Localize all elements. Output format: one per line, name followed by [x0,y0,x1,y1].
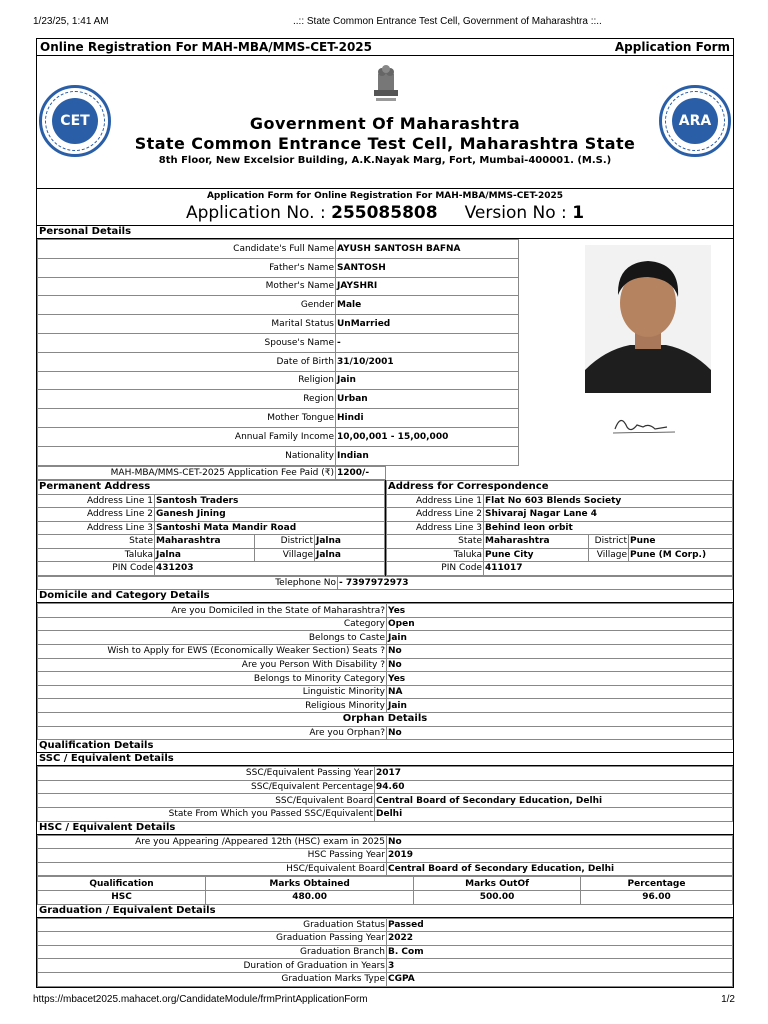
fee-row [37,466,733,481]
version-no: 1 [572,203,585,223]
application-number-line [37,203,733,226]
domicile-value: Yes [387,672,733,686]
application-form-label: Application Form [614,40,730,54]
correspondence-heading: Address for Correspondence [387,481,733,495]
graduation-heading: Graduation / Equivalent Details [37,905,733,918]
personal-row [38,296,519,315]
grad-value: B. Com [387,945,733,959]
telephone-row [37,576,733,591]
ssc-row [38,780,733,794]
personal-value: Indian [336,446,519,465]
corr-l1: Flat No 603 Blends Society [484,494,733,508]
page-number: 1/2 [721,994,735,1005]
corr-pin: 411017 [484,562,733,576]
ara-logo-text: ARA [672,98,718,144]
permanent-address [37,480,385,576]
personal-details-heading: Personal Details [37,226,733,239]
hsc-row [38,849,733,863]
domicile-row [38,631,733,645]
personal-value: Jain [336,371,519,390]
corr-l2: Shivaraj Nagar Lane 4 [484,508,733,522]
personal-value: AYUSH SANTOSH BAFNA [336,240,519,259]
personal-value: Male [336,296,519,315]
ssc-row [38,767,733,781]
page-title: ..:: State Common Entrance Test Cell, Government of Maharashtra ::.. [293,16,602,27]
hsc-label: HSC/Equivalent Board [38,862,387,876]
ssc-value: Central Board of Secondary Education, Delhi [375,794,733,808]
application-no-label: Application No. : [185,203,326,223]
marks-header: Qualification [38,877,206,891]
form-title: Application Form for Online Registration For MAH-MBA/MMS-CET-2025 [206,191,564,201]
personal-row [38,390,519,409]
orphan-value: No [387,726,733,740]
ssc-label: SSC/Equivalent Percentage [38,780,375,794]
personal-row [38,315,519,334]
hsc-row [38,862,733,876]
personal-label: Gender [38,296,336,315]
marks-cell: 480.00 [206,890,414,904]
ara-logo-icon [659,85,731,157]
personal-row [38,258,519,277]
hsc-label: Are you Appearing /Appeared 12th (HSC) exam in 2025 [38,835,387,849]
application-no: 255085808 [331,203,438,223]
hsc-marks-table [37,876,733,904]
personal-label: Annual Family Income [38,427,336,446]
application-form [36,38,734,988]
personal-row [38,371,519,390]
personal-value: SANTOSH [336,258,519,277]
corr-taluka-label: Taluka [387,548,484,562]
fee-value: 1200/- [336,466,386,480]
grad-value: Passed [387,918,733,932]
personal-value: UnMarried [336,315,519,334]
perm-taluka-label: Taluka [38,548,155,562]
hsc-table [37,835,733,877]
personal-row [38,240,519,259]
domicile-row [38,699,733,713]
personal-label: Region [38,390,336,409]
domicile-heading: Domicile and Category Details [37,590,733,603]
correspondence-address [385,480,733,576]
domicile-label: Religious Minority [38,699,387,713]
candidate-photo-box [557,239,733,445]
telephone-label: Telephone No [38,576,338,590]
domicile-row [38,658,733,672]
national-emblem-icon [368,60,404,108]
corr-village: Pune (M Corp.) [629,548,733,562]
page-url: https://mbacet2025.mahacet.org/CandidateModule/frmPrintApplicationForm [33,994,368,1005]
form-topbar [37,39,733,56]
ssc-label: SSC/Equivalent Passing Year [38,767,375,781]
marks-header: Marks Obtained [206,877,414,891]
corr-state-label: State [387,535,484,549]
domicile-value: No [387,658,733,672]
personal-value: - [336,333,519,352]
cell-heading: State Common Entrance Test Cell, Maharashtra State [134,134,636,153]
domicile-label: Are you Domiciled in the State of Maharashtra? [38,604,387,618]
personal-row [38,352,519,371]
ssc-value: 94.60 [375,780,733,794]
personal-value: Urban [336,390,519,409]
personal-label: Mother's Name [38,277,336,296]
personal-row [38,277,519,296]
personal-label: Marital Status [38,315,336,334]
print-datetime: 1/23/25, 1:41 AM [33,16,109,27]
perm-village: Jalna [315,548,385,562]
domicile-value: Yes [387,604,733,618]
hsc-heading: HSC / Equivalent Details [37,822,733,835]
personal-label: Spouse's Name [38,333,336,352]
corr-district: Pune [629,535,733,549]
government-heading: Government Of Maharashtra [249,114,521,133]
perm-district: Jalna [315,535,385,549]
marks-header: Percentage [581,877,733,891]
corr-pin-label: PIN Code [387,562,484,576]
cet-logo-text: CET [52,98,98,144]
domicile-label: Category [38,617,387,631]
hsc-row [38,835,733,849]
corr-l1-label: Address Line 1 [387,494,484,508]
grad-row [38,959,733,973]
address-section [37,480,733,576]
domicile-row [38,685,733,699]
domicile-row [38,604,733,618]
personal-value: Hindi [336,409,519,428]
personal-value: 31/10/2001 [336,352,519,371]
grad-value: 2022 [387,932,733,946]
ssc-row [38,807,733,821]
personal-row [38,446,519,465]
perm-l1-label: Address Line 1 [38,494,155,508]
personal-label: Date of Birth [38,352,336,371]
perm-pin: 431203 [155,562,385,576]
personal-label: Candidate's Full Name [38,240,336,259]
version-label: Version No : [464,203,567,223]
corr-l3-label: Address Line 3 [387,521,484,535]
hsc-value: Central Board of Secondary Education, Delhi [387,862,733,876]
domicile-value: No [387,645,733,659]
grad-label: Graduation Branch [38,945,387,959]
corr-state: Maharashtra [484,535,589,549]
corr-district-label: District [589,535,629,549]
corr-village-label: Village [589,548,629,562]
perm-l2-label: Address Line 2 [38,508,155,522]
graduation-table [37,918,733,987]
telephone-value: - 7397972973 [338,576,733,590]
masthead [37,56,733,189]
domicile-value: NA [387,685,733,699]
marks-cell: 500.00 [414,890,581,904]
ssc-label: State From Which you Passed SSC/Equivalent [38,807,375,821]
personal-value: 10,00,001 - 15,00,000 [336,427,519,446]
perm-state-label: State [38,535,155,549]
personal-row [38,427,519,446]
domicile-label: Are you Person With Disability ? [38,658,387,672]
hsc-label: HSC Passing Year [38,849,387,863]
grad-label: Graduation Marks Type [38,972,387,986]
qualification-heading: Qualification Details [37,740,733,753]
orphan-heading: Orphan Details [38,713,733,727]
perm-l3-label: Address Line 3 [38,521,155,535]
personal-label: Religion [38,371,336,390]
perm-pin-label: PIN Code [38,562,155,576]
domicile-table [37,603,733,740]
domicile-value: Jain [387,631,733,645]
domicile-row [38,617,733,631]
domicile-label: Belongs to Minority Category [38,672,387,686]
ssc-value: Delhi [375,807,733,821]
corr-taluka: Pune City [484,548,589,562]
grad-value: 3 [387,959,733,973]
personal-details [37,239,733,466]
perm-taluka: Jalna [155,548,255,562]
grad-row [38,918,733,932]
personal-label: Mother Tongue [38,409,336,428]
candidate-signature [585,399,711,443]
domicile-value: Jain [387,699,733,713]
domicile-label: Linguistic Minority [38,685,387,699]
ssc-row [38,794,733,808]
domicile-row [38,645,733,659]
marks-cell: 96.00 [581,890,733,904]
orphan-label: Are you Orphan? [38,726,387,740]
ssc-heading: SSC / Equivalent Details [37,753,733,766]
fee-label: MAH-MBA/MMS-CET-2025 Application Fee Paid (₹) [38,466,336,480]
grad-row [38,932,733,946]
personal-row [38,409,519,428]
ssc-table [37,766,733,821]
browser-header [33,16,735,30]
domicile-label: Belongs to Caste [38,631,387,645]
grad-label: Graduation Passing Year [38,932,387,946]
candidate-photo [585,245,711,393]
browser-footer [33,994,735,1008]
hsc-value: No [387,835,733,849]
domicile-row [38,672,733,686]
corr-l2-label: Address Line 2 [387,508,484,522]
perm-village-label: Village [255,548,315,562]
ssc-label: SSC/Equivalent Board [38,794,375,808]
grad-label: Graduation Status [38,918,387,932]
personal-label: Father's Name [38,258,336,277]
personal-value: JAYSHRI [336,277,519,296]
grad-value: CGPA [387,972,733,986]
domicile-label: Wish to Apply for EWS (Economically Weaker Section) Seats ? [38,645,387,659]
marks-cell: HSC [38,890,206,904]
perm-state: Maharashtra [155,535,255,549]
grad-row [38,972,733,986]
grad-row [38,945,733,959]
perm-l2: Ganesh Jining [155,508,385,522]
registration-title: Online Registration For MAH-MBA/MMS-CET-2025 [40,40,372,54]
domicile-value: Open [387,617,733,631]
personal-label: Nationality [38,446,336,465]
perm-l3: Santoshi Mata Mandir Road [155,521,385,535]
marks-header: Marks OutOf [414,877,581,891]
personal-table [37,239,519,466]
office-address: 8th Floor, New Excelsior Building, A.K.Nayak Marg, Fort, Mumbai-400001. (M.S.) [158,155,612,166]
hsc-value: 2019 [387,849,733,863]
ssc-value: 2017 [375,767,733,781]
perm-district-label: District [255,535,315,549]
personal-row [38,333,519,352]
grad-label: Duration of Graduation in Years [38,959,387,973]
permanent-heading: Permanent Address [38,481,385,495]
corr-l3: Behind leon orbit [484,521,733,535]
perm-l1: Santosh Traders [155,494,385,508]
